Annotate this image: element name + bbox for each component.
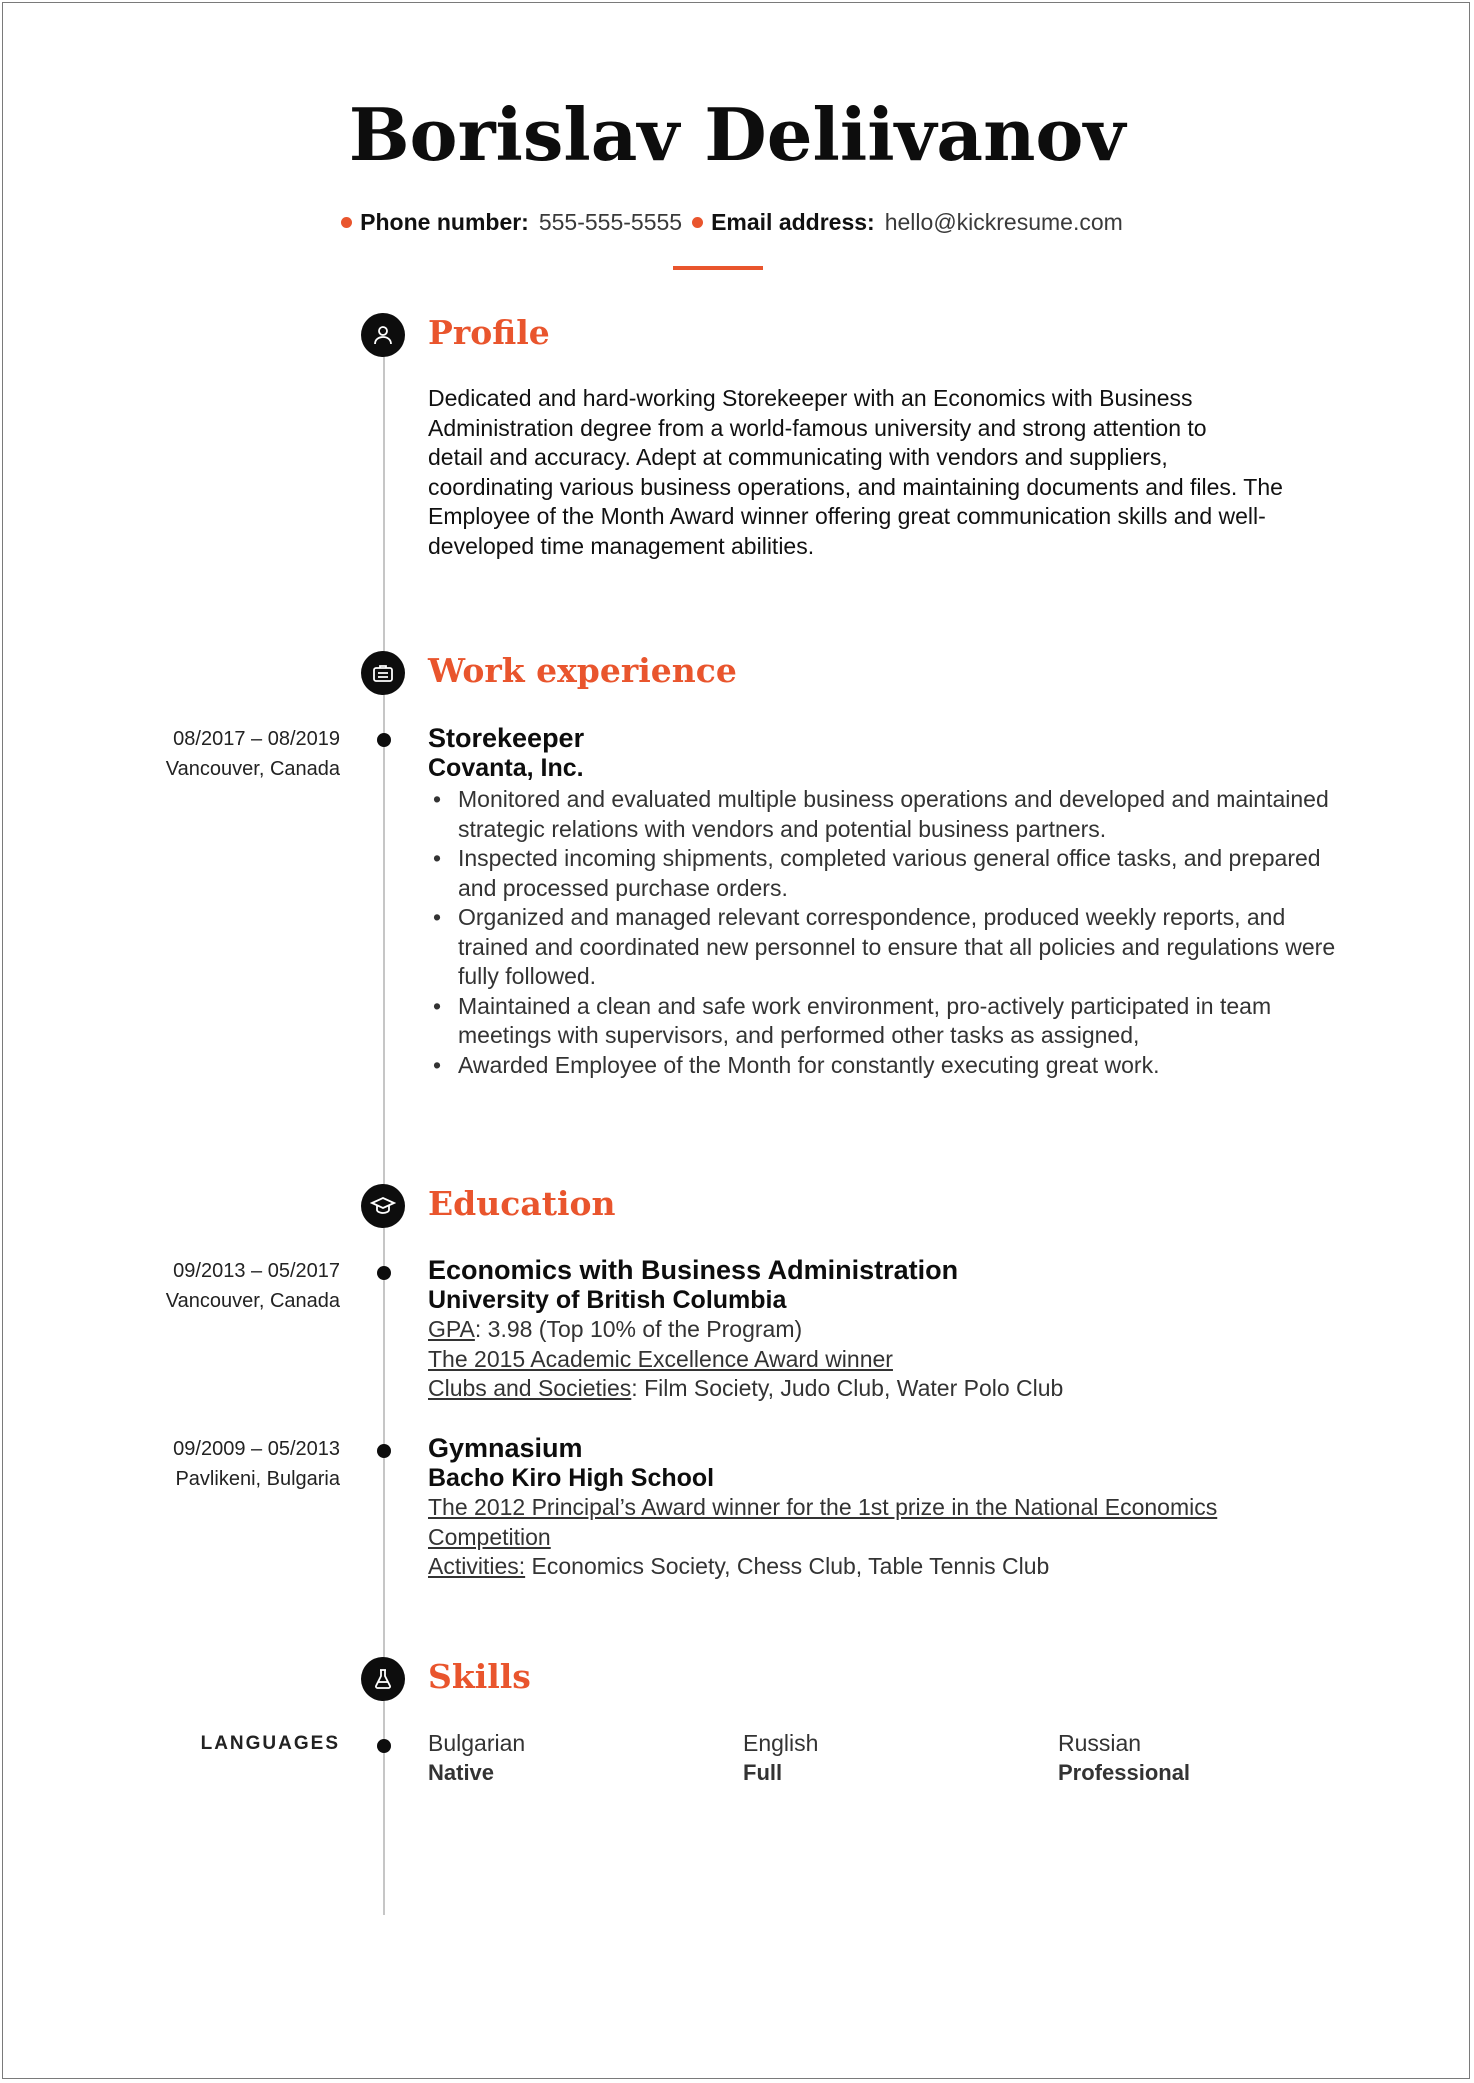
phone-label: Phone number:: [360, 209, 529, 235]
language-name: English: [743, 1730, 819, 1756]
activities-line: [428, 1552, 1388, 1582]
phone-value[interactable]: 555-555-5555: [538, 209, 683, 235]
education-school: Bacho Kiro High School: [428, 1464, 715, 1492]
header-divider: [673, 266, 763, 270]
language-skill: [428, 1729, 728, 1787]
job-entry: [428, 723, 1388, 1080]
list-item: • Inspected incoming shipments, completed various general office tasks, and prepared and processed purchase orders.: [428, 844, 1358, 903]
graduation-cap-icon: [361, 1184, 405, 1228]
education-degree: Economics with Business Administration: [428, 1255, 959, 1285]
award-line: Competition: [428, 1523, 551, 1550]
timeline-dot: [377, 1739, 391, 1753]
profile-line: coordinating various business operations, and maintaining documents and files. The: [428, 473, 1283, 500]
education-school: University of British Columbia: [428, 1286, 787, 1314]
list-item: • Monitored and evaluated multiple business operations and developed and maintained strategic relations with vendors and potential business partners.: [428, 785, 1358, 844]
award-line: The 2015 Academic Excellence Award winner: [428, 1345, 893, 1372]
list-item: • Maintained a clean and safe work environment, pro-actively participated in team meetings with supervisors, and performed other tasks as assigned,: [428, 992, 1358, 1051]
clubs-line: [428, 1374, 1388, 1404]
language-level: Professional: [1058, 1760, 1191, 1785]
skill-category: LANGUAGES: [200, 1733, 340, 1754]
activities-label: Activities:: [428, 1553, 526, 1579]
language-skill: [743, 1729, 1043, 1787]
person-icon: [361, 313, 405, 357]
profile-line: Employee of the Month Award winner offering great communication skills and well-: [428, 503, 1266, 529]
job-position: Storekeeper: [428, 723, 585, 753]
language-level: Native: [428, 1760, 495, 1785]
job-dates: 08/2017 – 08/2019: [173, 728, 340, 750]
job-company: Covanta, Inc.: [428, 754, 584, 782]
email-label: Email address:: [711, 209, 875, 235]
clubs-label: Clubs and Societies: [428, 1375, 632, 1401]
bullet-dot: [341, 217, 352, 228]
timeline-dot: [377, 733, 391, 747]
timeline-dot: [377, 1444, 391, 1458]
section-title-work: Work experience: [428, 651, 737, 690]
language-skill: [1058, 1729, 1358, 1787]
section-title-education: Education: [428, 1184, 616, 1223]
education-location: Pavlikeni, Bulgaria: [175, 1468, 340, 1490]
language-name: Bulgarian: [428, 1730, 526, 1756]
gpa-line: [428, 1315, 1388, 1345]
candidate-name: Borislav Deliivanov: [348, 92, 1126, 177]
flask-icon: [361, 1657, 405, 1701]
list-item: • Awarded Employee of the Month for constantly executing great work.: [428, 1051, 1358, 1081]
job-bullets: [428, 785, 1388, 1080]
job-meta: [60, 724, 340, 784]
timeline-dot: [377, 1266, 391, 1280]
education-meta: [60, 1256, 340, 1316]
job-location: Vancouver, Canada: [165, 758, 340, 780]
education-location: Vancouver, Canada: [165, 1290, 340, 1312]
language-name: Russian: [1058, 1730, 1142, 1756]
section-title-profile: Profile: [428, 313, 550, 352]
profile-line: developed time management abilities.: [428, 532, 815, 559]
section-title-skills: Skills: [428, 1657, 531, 1696]
bullet-dot: [692, 217, 703, 228]
briefcase-icon: [361, 651, 405, 695]
education-dates: 09/2009 – 05/2013: [173, 1438, 340, 1460]
profile-line: Administration degree from a world-famous university and strong attention to: [428, 414, 1207, 441]
education-entry: [428, 1255, 1388, 1404]
activities-value: Economics Society, Chess Club, Table Tennis Club: [525, 1553, 1050, 1579]
list-item: • Organized and managed relevant correspondence, produced weekly reports, and trained and coordinated new personnel to ensure that all policies and regulations were fully followed.: [428, 903, 1358, 992]
clubs-value: : Film Society, Judo Club, Water Polo Club: [631, 1375, 1064, 1401]
language-level: Full: [743, 1760, 783, 1785]
contact-line: [0, 207, 1474, 237]
profile-summary: [428, 384, 1388, 561]
email-value[interactable]: hello@kickresume.com: [884, 209, 1123, 235]
education-degree: Gymnasium: [428, 1433, 583, 1463]
education-meta: [60, 1434, 340, 1494]
education-entry: [428, 1433, 1388, 1582]
award-line: The 2012 Principal’s Award winner for the 1st prize in the National Economics: [428, 1494, 1218, 1520]
profile-line: Dedicated and hard-working Storekeeper with an Economics with Business: [428, 385, 1193, 411]
education-dates: 09/2013 – 05/2017: [173, 1260, 340, 1282]
profile-line: detail and accuracy. Adept at communicating with vendors and suppliers,: [428, 444, 1168, 470]
gpa-label: GPA: [428, 1316, 475, 1342]
gpa-value: : 3.98 (Top 10% of the Program): [474, 1316, 803, 1342]
